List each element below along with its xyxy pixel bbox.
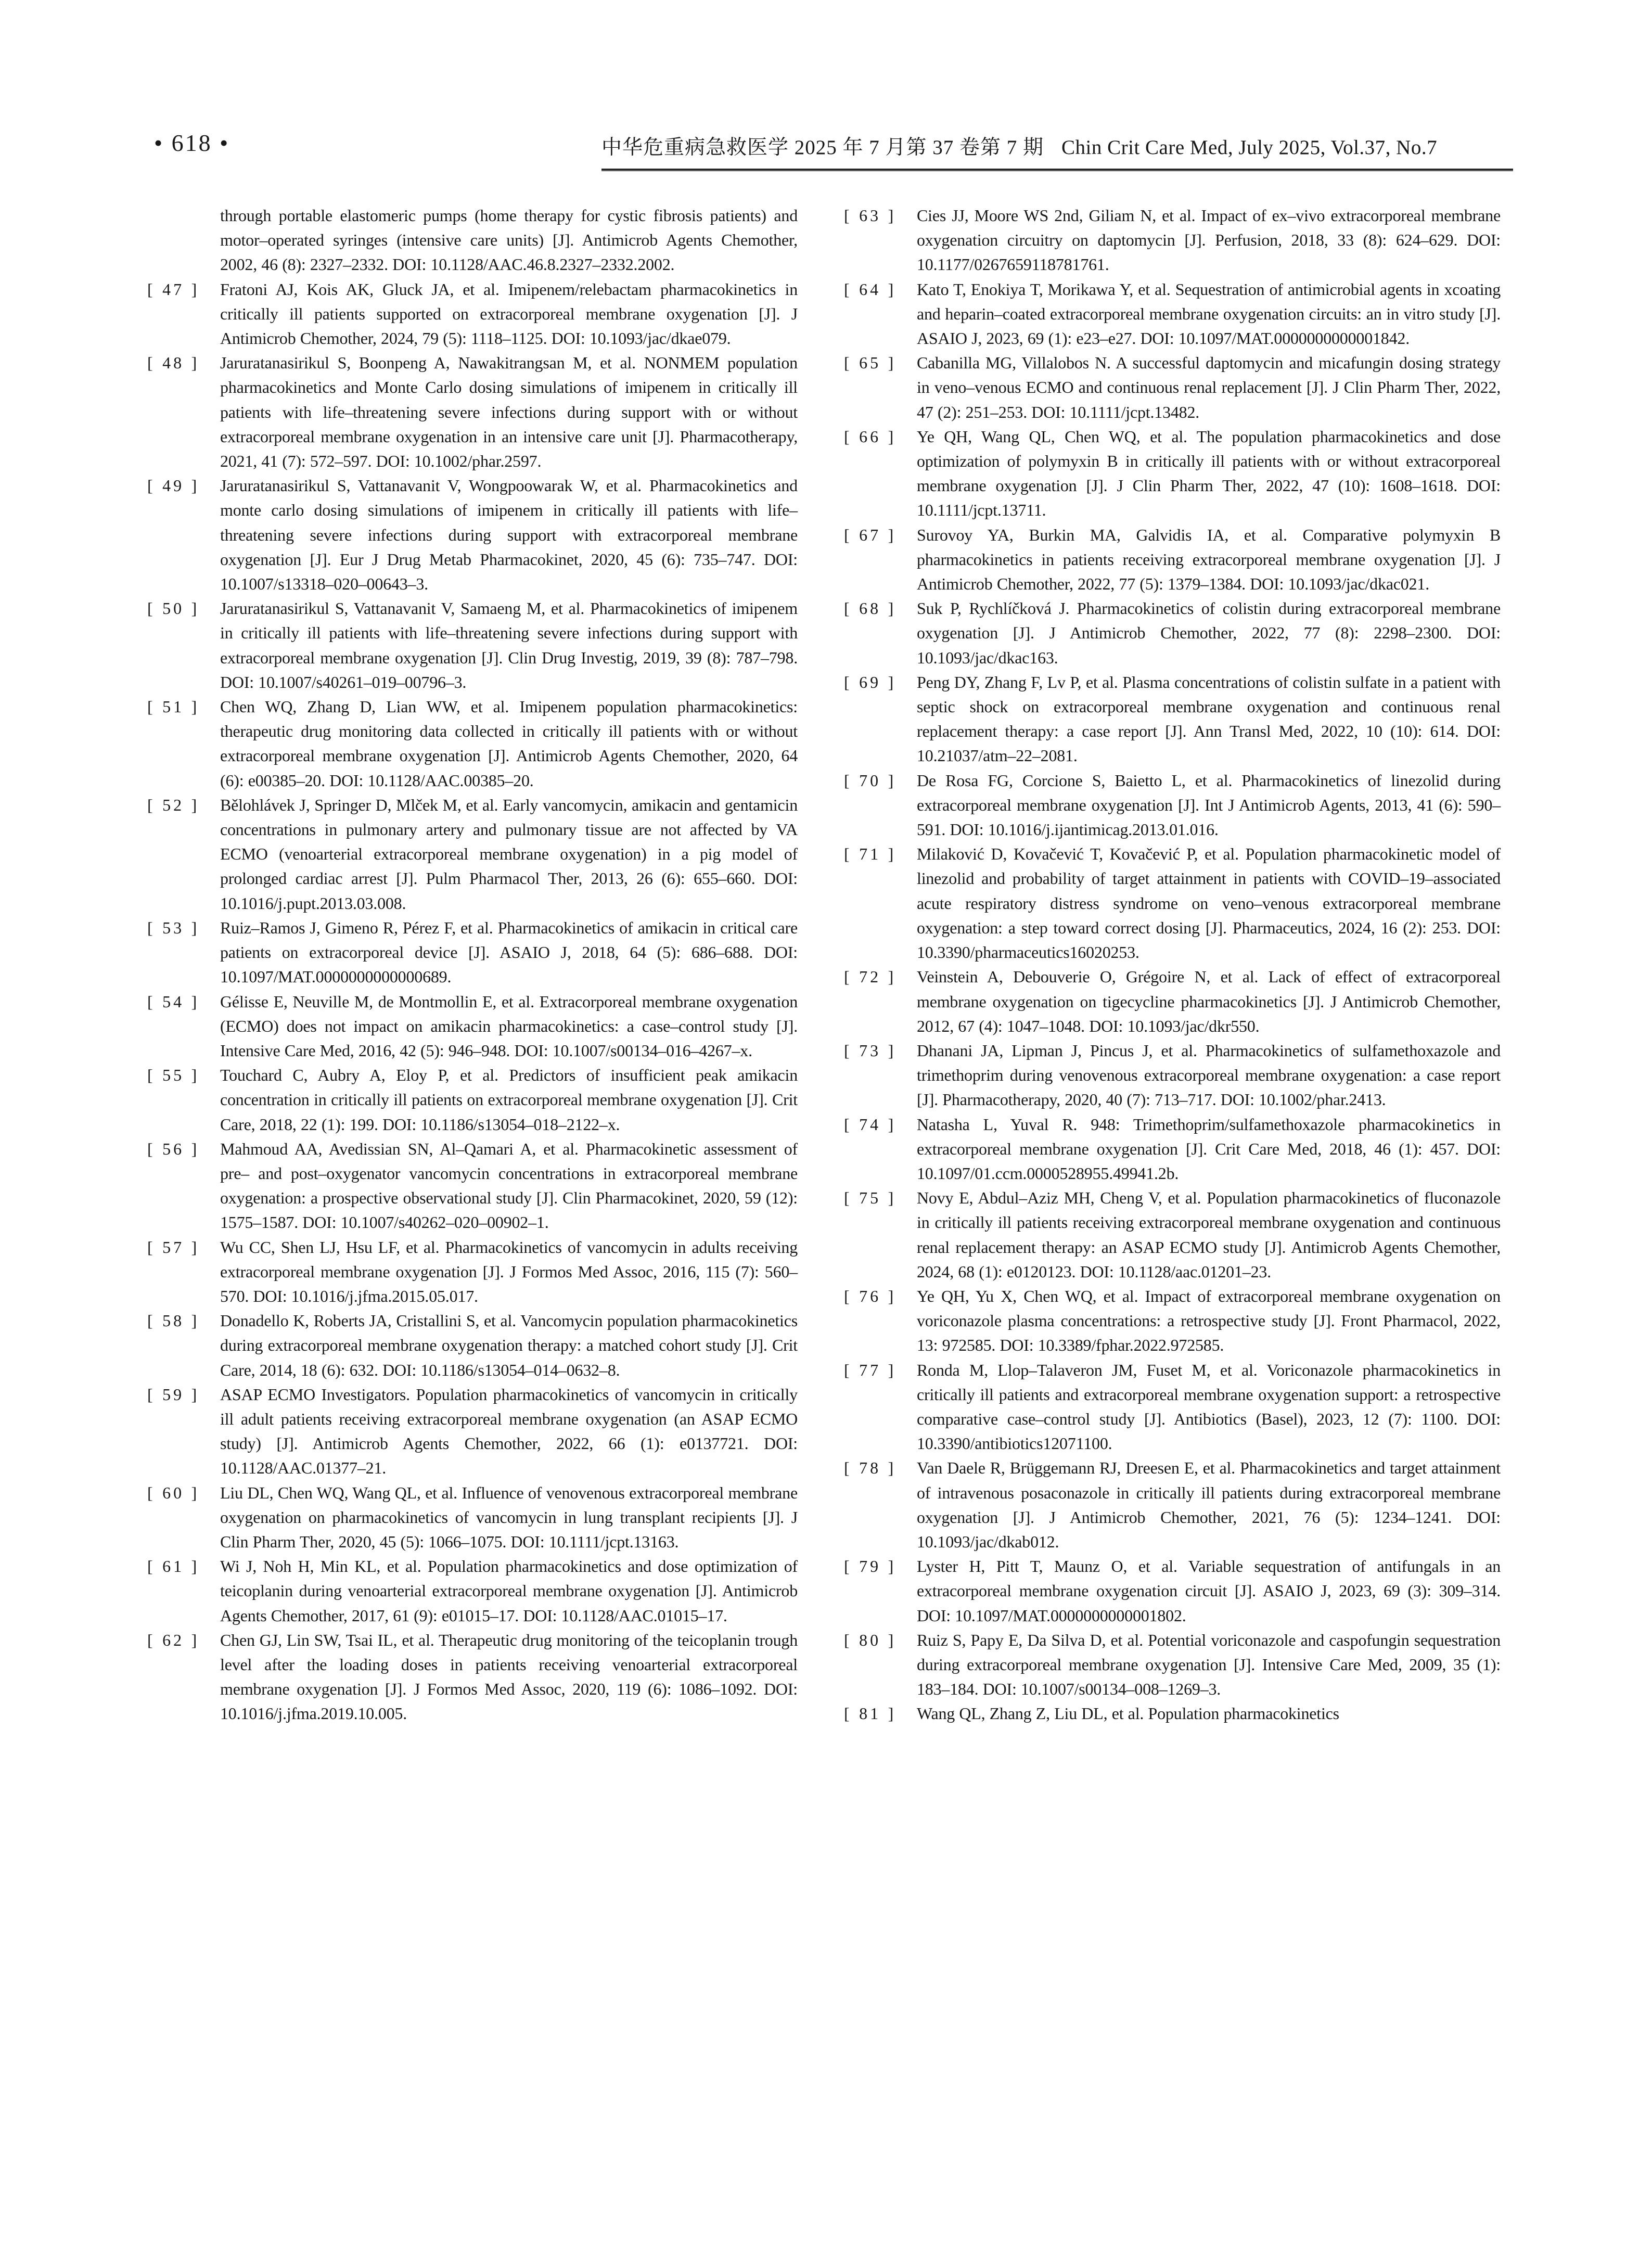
reference-text: Wu CC, Shen LJ, Hsu LF, et al. Pharmacokinetics of vancomycin in adults receiving extracorporeal membrane oxygenation [J]. J Formos Med Assoc, 2016, 115 (7): 560–570. DOI: 10.1016/j.jfma.2015.05.017.	[220, 1237, 798, 1305]
reference-item	[844, 1186, 1501, 1284]
reference-number: [ 76 ]	[844, 1286, 897, 1305]
reference-text: De Rosa FG, Corcione S, Baietto L, et al. Pharmacokinetics of linezolid during extracorporeal membrane oxygenation [J]. Int J Antimicrob Agents, 2013, 41 (6): 590–591. DOI: 10.1016/j.ijantimicag.2013.01.016.	[917, 771, 1501, 839]
reference-item	[844, 670, 1501, 768]
reference-item	[147, 351, 798, 473]
reference-item	[147, 695, 798, 793]
reference-item	[844, 1701, 1501, 1726]
reference-text: Ruiz–Ramos J, Gimeno R, Pérez F, et al. Pharmacokinetics of amikacin in critical care patients on extracorporeal device [J]. ASAIO J, 2018, 64 (5): 686–688. DOI: 10.1097/MAT.0000000000000689.	[220, 918, 798, 987]
reference-number: [ 62 ]	[147, 1630, 200, 1649]
reference-item	[147, 1481, 798, 1555]
reference-number: [ 78 ]	[844, 1458, 897, 1478]
reference-item	[844, 1358, 1501, 1456]
reference-number: [ 57 ]	[147, 1237, 200, 1257]
reference-item	[147, 916, 798, 990]
reference-text: Ruiz S, Papy E, Da Silva D, et al. Potential voriconazole and caspofungin sequestration during extracorporeal membrane oxygenation [J]. Intensive Care Med, 2009, 35 (1): 183–184. DOI: 10.1007/s00134–008–1269–3.	[917, 1630, 1501, 1699]
page-number: • 618 •	[154, 130, 230, 156]
reference-text: Jaruratanasirikul S, Boonpeng A, Nawakitrangsan M, et al. NONMEM population pharmacokinetics and Monte Carlo dosing simulations of imipenem in critically ill patients with life–threatening severe infections during support with or without extracorporeal membrane oxygenation in an intensive care unit [J]. Pharmacotherapy, 2021, 41 (7): 572–597. DOI: 10.1002/phar.2597.	[220, 353, 798, 471]
reference-text: Novy E, Abdul–Aziz MH, Cheng V, et al. Population pharmacokinetics of fluconazole in critically ill patients receiving extracorporeal membrane oxygenation and continuous renal replacement therapy: an ASAP ECMO study [J]. Antimicrob Agents Chemother, 2024, 68 (1): e0120123. DOI: 10.1128/aac.01201–23.	[917, 1188, 1501, 1281]
reference-item	[147, 596, 798, 695]
reference-item	[147, 277, 798, 351]
journal-title-english: Chin Crit Care Med, July 2025, Vol.37, No.7	[1061, 136, 1438, 159]
reference-number: [ 52 ]	[147, 795, 200, 814]
reference-item	[844, 1554, 1501, 1628]
reference-text: Jaruratanasirikul S, Vattanavanit V, Wongpoowarak W, et al. Pharmacokinetics and monte carlo dosing simulations of imipenem in critically ill patients with life–threatening severe infections during support with extracorporeal membrane oxygenation [J]. Eur J Drug Metab Pharmacokinet, 2020, 45 (6): 735–747. DOI: 10.1007/s13318–020–00643–3.	[220, 476, 798, 594]
reference-item	[844, 1628, 1501, 1702]
reference-number: [ 65 ]	[844, 353, 897, 373]
reference-number: [ 58 ]	[147, 1311, 200, 1330]
reference-number: [ 69 ]	[844, 672, 897, 691]
reference-number: [ 54 ]	[147, 992, 200, 1011]
reference-text: Liu DL, Chen WQ, Wang QL, et al. Influence of venovenous extracorporeal membrane oxygenation on pharmacokinetics of vancomycin in lung transplant recipients [J]. J Clin Pharm Ther, 2020, 45 (5): 1066–1075. DOI: 10.1111/jcpt.13163.	[220, 1483, 798, 1551]
reference-number: [ 68 ]	[844, 599, 897, 618]
reference-text: Wi J, Noh H, Min KL, et al. Population pharmacokinetics and dose optimization of teicoplanin during venoarterial extracorporeal membrane oxygenation [J]. Antimicrob Agents Chemother, 2017, 61 (9): e01015–17. DOI: 10.1128/AAC.01015–17.	[220, 1557, 798, 1625]
reference-number: [ 56 ]	[147, 1139, 200, 1158]
reference-text: Chen WQ, Zhang D, Lian WW, et al. Imipenem population pharmacokinetics: therapeutic drug monitoring data collected in critically ill patients with or without extracorporeal membrane oxygenation [J]. Antimicrob Agents Chemother, 2020, 64 (6): e00385–20. DOI: 10.1128/AAC.00385–20.	[220, 697, 798, 790]
reference-item	[844, 1456, 1501, 1554]
reference-text: Surovoy YA, Burkin MA, Galvidis IA, et al. Comparative polymyxin B pharmacokinetics in patients receiving extracorporeal membrane oxygenation [J]. J Antimicrob Chemother, 2022, 77 (5): 1379–1384. DOI: 10.1093/jac/dkac021.	[917, 525, 1501, 594]
reference-item	[147, 473, 798, 596]
reference-number: [ 72 ]	[844, 967, 897, 987]
reference-text: Ye QH, Yu X, Chen WQ, et al. Impact of extracorporeal membrane oxygenation on voriconazole plasma concentrations: a retrospective study [J]. Front Pharmacol, 2022, 13: 972585. DOI: 10.3389/fphar.2022.972585.	[917, 1286, 1501, 1355]
reference-number: [ 77 ]	[844, 1360, 897, 1379]
journal-title-chinese: 中华危重病急救医学 2025 年 7 月第 37 卷第 7 期	[601, 136, 1044, 159]
reference-number: [ 61 ]	[147, 1557, 200, 1576]
reference-number: [ 55 ]	[147, 1066, 200, 1085]
reference-continuation	[147, 203, 798, 277]
reference-number: [ 59 ]	[147, 1385, 200, 1404]
reference-text: Jaruratanasirikul S, Vattanavanit V, Samaeng M, et al. Pharmacokinetics of imipenem in critically ill patients with life–threatening severe infections during support with extracorporeal membrane oxygenation [J]. Clin Drug Investig, 2019, 39 (8): 787–798. DOI: 10.1007/s40261–019–00796–3.	[220, 599, 798, 691]
reference-text: Kato T, Enokiya T, Morikawa Y, et al. Sequestration of antimicrobial agents in xcoating and heparin–coated extracorporeal membrane oxygenation circuits: an in vitro study [J]. ASAIO J, 2023, 69 (1): e23–e27. DOI: 10.1097/MAT.0000000000001842.	[917, 279, 1501, 348]
reference-number: [ 70 ]	[844, 771, 897, 790]
reference-item	[844, 596, 1501, 670]
reference-number: [ 47 ]	[147, 279, 200, 299]
reference-number: [ 63 ]	[844, 206, 897, 225]
reference-item	[147, 1382, 798, 1481]
reference-text: Lyster H, Pitt T, Maunz O, et al. Variable sequestration of antifungals in an extracorporeal membrane oxygenation circuit [J]. ASAIO J, 2023, 69 (3): 309–314. DOI: 10.1097/MAT.0000000000001802.	[917, 1557, 1501, 1625]
reference-item	[147, 990, 798, 1064]
reference-text: Cies JJ, Moore WS 2nd, Giliam N, et al. Impact of ex–vivo extracorporeal membrane oxygenation circuitry on daptomycin [J]. Perfusion, 2018, 33 (8): 624–629. DOI: 10.1177/0267659118781761.	[917, 206, 1501, 274]
reference-text: Peng DY, Zhang F, Lv P, et al. Plasma concentrations of colistin sulfate in a patient with septic shock on extracorporeal membrane oxygenation and continuous renal replacement therapy: a case report [J]. Ann Transl Med, 2022, 10 (10): 614. DOI: 10.21037/atm–22–2081.	[917, 672, 1501, 765]
reference-text: Mahmoud AA, Avedissian SN, Al–Qamari A, et al. Pharmacokinetic assessment of pre– and post–oxygenator vancomycin concentrations in extracorporeal membrane oxygenation: a prospective observational study [J]. Clin Pharmacokinet, 2020, 59 (12): 1575–1587. DOI: 10.1007/s40262–020–00902–1.	[220, 1139, 798, 1232]
reference-text: Van Daele R, Brüggemann RJ, Dreesen E, et al. Pharmacokinetics and target attainment of intravenous posaconazole in critically ill patients during extracorporeal membrane oxygenation [J]. J Antimicrob Chemother, 2021, 76 (5): 1234–1241. DOI: 10.1093/jac/dkab012.	[917, 1458, 1501, 1551]
reference-text: Dhanani JA, Lipman J, Pincus J, et al. Pharmacokinetics of sulfamethoxazole and trimethoprim during venovenous extracorporeal membrane oxygenation: a case report [J]. Pharmacotherapy, 2020, 40 (7): 713–717. DOI: 10.1002/phar.2413.	[917, 1041, 1501, 1109]
reference-number: [ 53 ]	[147, 918, 200, 937]
reference-number: [ 67 ]	[844, 525, 897, 544]
reference-item	[844, 768, 1501, 842]
reference-number: [ 64 ]	[844, 279, 897, 299]
reference-item	[147, 1554, 798, 1628]
reference-number: [ 81 ]	[844, 1704, 897, 1723]
reference-text: Milaković D, Kovačević T, Kovačević P, et al. Population pharmacokinetic model of linezolid and probability of target attainment in patients with COVID–19–associated acute respiratory distress syndrome on veno–venous extracorporeal membrane oxygenation: a step toward correct dosing [J]. Pharmaceutics, 2024, 16 (2): 253. DOI: 10.3390/pharmaceutics16020253.	[917, 844, 1501, 962]
reference-text: Ronda M, Llop–Talaveron JM, Fuset M, et al. Voriconazole pharmacokinetics in critically ill patients and extracorporeal membrane oxygenation support: a retrospective comparative case–control study [J]. Antibiotics (Basel), 2023, 12 (7): 1100. DOI: 10.3390/antibiotics12071100.	[917, 1360, 1501, 1453]
reference-text: Fratoni AJ, Kois AK, Gluck JA, et al. Imipenem/relebactam pharmacokinetics in critically ill patients supported on extracorporeal membrane oxygenation [J]. J Antimicrob Chemother, 2024, 79 (5): 1118–1125. DOI: 10.1093/jac/dkae079.	[220, 279, 798, 348]
reference-number: [ 50 ]	[147, 599, 200, 618]
reference-text: Suk P, Rychlíčková J. Pharmacokinetics of colistin during extracorporeal membrane oxygenation [J]. J Antimicrob Chemother, 2022, 77 (8): 2298–2300. DOI: 10.1093/jac/dkac163.	[917, 599, 1501, 667]
reference-number: [ 79 ]	[844, 1557, 897, 1576]
reference-item	[844, 1112, 1501, 1186]
reference-item	[147, 1309, 798, 1382]
reference-text: ASAP ECMO Investigators. Population pharmacokinetics of vancomycin in critically ill adult patients receiving extracorporeal membrane oxygenation (an ASAP ECMO study) [J]. Antimicrob Agents Chemother, 2022, 66 (1): e0137721. DOI: 10.1128/AAC.01377–21.	[220, 1385, 798, 1478]
reference-item	[844, 523, 1501, 597]
reference-item	[844, 277, 1501, 351]
reference-number: [ 80 ]	[844, 1630, 897, 1649]
reference-number: [ 49 ]	[147, 476, 200, 495]
reference-number: [ 73 ]	[844, 1041, 897, 1060]
reference-item	[147, 1063, 798, 1137]
reference-number: [ 60 ]	[147, 1483, 200, 1502]
reference-item	[844, 203, 1501, 277]
reference-text: Bělohlávek J, Springer D, Mlček M, et al. Early vancomycin, amikacin and gentamicin concentrations in pulmonary artery and pulmonary tissue are not affected by VA ECMO (venoarterial extracorporeal membrane oxygenation) in a pig model of prolonged cardiac arrest [J]. Pulm Pharmacol Ther, 2013, 26 (6): 655–660. DOI: 10.1016/j.pupt.2013.03.008.	[220, 795, 798, 913]
reference-number: [ 74 ]	[844, 1114, 897, 1134]
reference-number: [ 71 ]	[844, 844, 897, 864]
reference-text: Natasha L, Yuval R. 948: Trimethoprim/sulfamethoxazole pharmacokinetics in extracorporeal membrane oxygenation [J]. Crit Care Med, 2018, 46 (1): 457. DOI: 10.1097/01.ccm.0000528955.49941.2b.	[917, 1114, 1501, 1183]
journal-header	[601, 131, 1517, 160]
reference-item	[844, 965, 1501, 1039]
reference-text: Veinstein A, Debouverie O, Grégoire N, et al. Lack of effect of extracorporeal membrane oxygenation on tigecycline pharmacokinetics [J]. J Antimicrob Chemother, 2012, 67 (4): 1047–1048. DOI: 10.1093/jac/dkr550.	[917, 967, 1501, 1035]
references-column-left	[147, 203, 798, 1726]
references-column-right	[844, 203, 1501, 1726]
reference-text: Chen GJ, Lin SW, Tsai IL, et al. Therapeutic drug monitoring of the teicoplanin trough level after the loading doses in patients receiving venoarterial extracorporeal membrane oxygenation [J]. J Formos Med Assoc, 2020, 119 (6): 1086–1092. DOI: 10.1016/j.jfma.2019.10.005.	[220, 1630, 798, 1723]
reference-number: [ 75 ]	[844, 1188, 897, 1208]
reference-text: Donadello K, Roberts JA, Cristallini S, et al. Vancomycin population pharmacokinetics during extracorporeal membrane oxygenation therapy: a matched cohort study [J]. Crit Care, 2014, 18 (6): 632. DOI: 10.1186/s13054–014–0632–8.	[220, 1311, 798, 1379]
reference-item	[844, 351, 1501, 425]
reference-text: through portable elastomeric pumps (home therapy for cystic fibrosis patients) and motor–operated syringes (intensive care units) [J]. Antimicrob Agents Chemother, 2002, 46 (8): 2327–2332. DOI: 10.1128/AAC.46.8.2327–2332.2002.	[220, 206, 798, 274]
reference-item	[147, 1137, 798, 1235]
reference-number: [ 66 ]	[844, 427, 897, 446]
reference-number: [ 48 ]	[147, 353, 200, 373]
reference-text: Wang QL, Zhang Z, Liu DL, et al. Population pharmacokinetics	[917, 1704, 1339, 1723]
reference-text: Cabanilla MG, Villalobos N. A successful daptomycin and micafungin dosing strategy in veno–venous ECMO and continuous renal replacement [J]. J Clin Pharm Ther, 2022, 47 (2): 251–253. DOI: 10.1111/jcpt.13482.	[917, 353, 1501, 421]
reference-number: [ 51 ]	[147, 697, 200, 716]
reference-item	[844, 842, 1501, 965]
reference-item	[844, 1284, 1501, 1358]
reference-text: Ye QH, Wang QL, Chen WQ, et al. The population pharmacokinetics and dose optimization of polymyxin B in critically ill patients with or without extracorporeal membrane oxygenation [J]. J Clin Pharm Ther, 2022, 47 (10): 1608–1618. DOI: 10.1111/jcpt.13711.	[917, 427, 1501, 520]
reference-item	[844, 425, 1501, 523]
reference-item	[147, 793, 798, 916]
reference-text: Touchard C, Aubry A, Eloy P, et al. Predictors of insufficient peak amikacin concentration in critically ill patients on extracorporeal membrane oxygenation [J]. Crit Care, 2018, 22 (1): 199. DOI: 10.1186/s13054–018–2122–x.	[220, 1066, 798, 1134]
reference-item	[147, 1235, 798, 1309]
reference-item	[844, 1039, 1501, 1112]
reference-text: Gélisse E, Neuville M, de Montmollin E, et al. Extracorporeal membrane oxygenation (ECMO) does not impact on amikacin pharmacokinetics: a case–control study [J]. Intensive Care Med, 2016, 42 (5): 946–948. DOI: 10.1007/s00134–016–4267–x.	[220, 992, 798, 1060]
reference-item	[147, 1628, 798, 1726]
header-rule	[601, 169, 1513, 171]
